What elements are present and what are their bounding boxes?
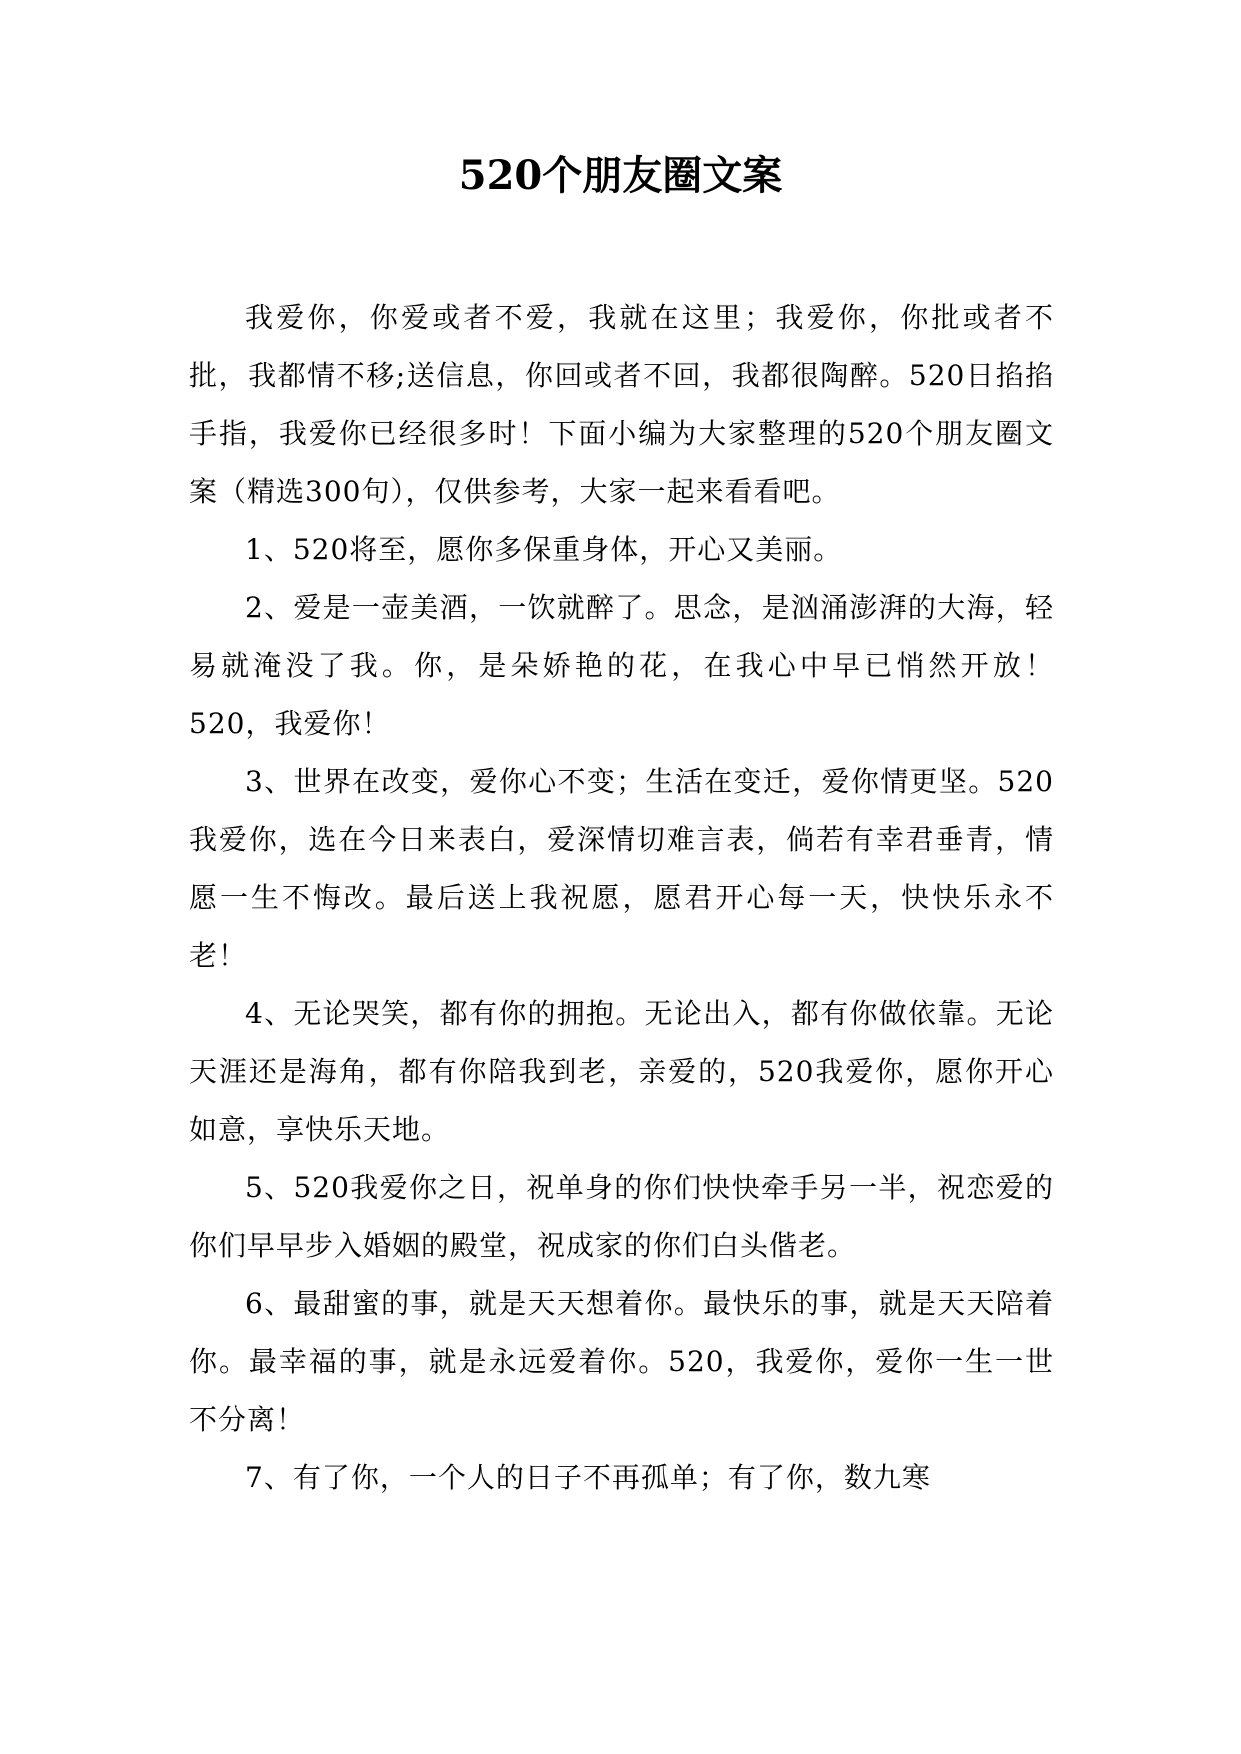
list-item: 5、520我爱你之日，祝单身的你们快快牵手另一半，祝恋爱的你们早早步入婚姻的殿堂，祝成家的你们白头偕老。 — [189, 1171, 1054, 1262]
list-item: 4、无论哭笑，都有你的拥抱。无论出入，都有你做依靠。无论天涯还是海角，都有你陪我到老，亲爱的，520我爱你，愿你开心如意，享快乐天地。 — [189, 997, 1054, 1146]
list-item: 6、最甜蜜的事，就是天天想着你。最快乐的事，就是天天陪着你。最幸福的事，就是永远爱着你。520，我爱你，爱你一生一世不分离！ — [189, 1287, 1054, 1436]
document-title: 520个朋友圈文案 — [458, 152, 783, 199]
document-body — [189, 289, 1054, 1507]
intro-paragraph: 我爱你，你爱或者不爱，我就在这里；我爱你，你批或者不批，我都情不移;送信息，你回或者不回，我都很陶醉。520日掐掐手指，我爱你已经很多时！下面小编为大家整理的520个朋友圈文案（精选300句），仅供参考，大家一起来看看吧。 — [189, 301, 1054, 508]
list-item: 2、爱是一壶美酒，一饮就醉了。思念，是汹涌澎湃的大海，轻易就淹没了我。你，是朵娇艳的花，在我心中早已悄然开放！520，我爱你！ — [189, 591, 1054, 740]
list-item: 1、520将至，愿你多保重身体，开心又美丽。 — [245, 533, 843, 566]
list-item: 3、世界在改变，爱你心不变；生活在变迁，爱你情更坚。520我爱你，选在今日来表白，爱深情切难言表，倘若有幸君垂青，情愿一生不悔改。最后送上我祝愿，愿君开心每一天，快快乐永不老！ — [189, 765, 1054, 972]
list-item: 7、有了你，一个人的日子不再孤单；有了你，数九寒 — [245, 1461, 931, 1494]
